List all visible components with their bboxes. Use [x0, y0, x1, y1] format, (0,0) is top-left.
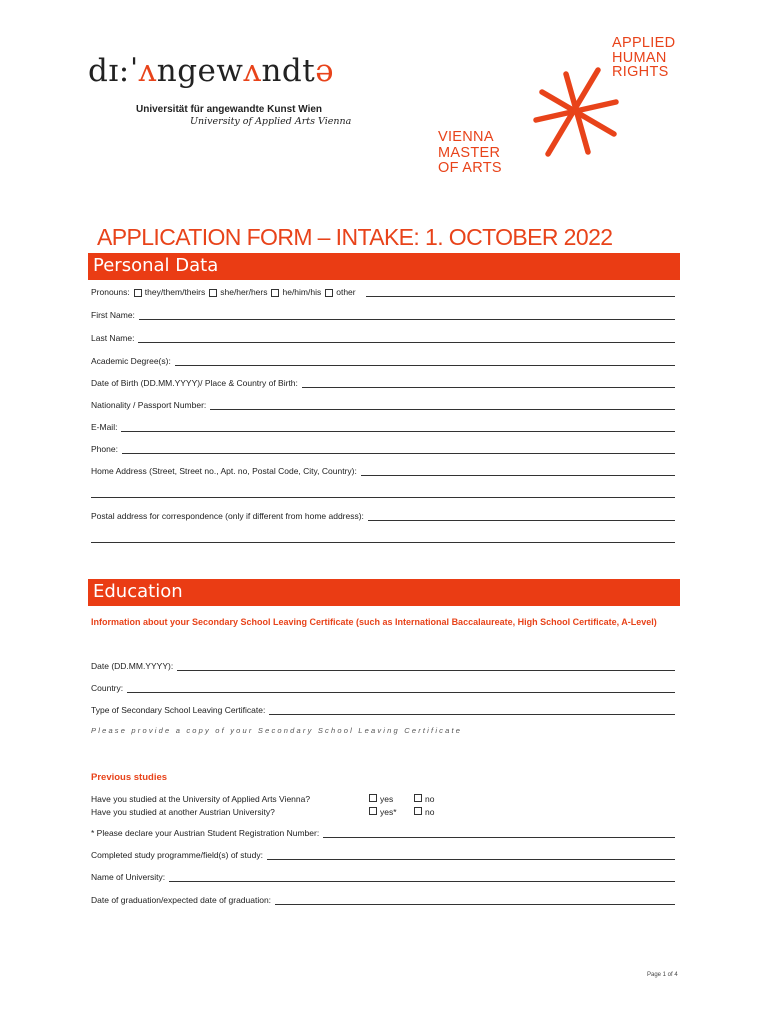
degree-field[interactable] [175, 356, 675, 366]
certificate-date-field[interactable] [177, 661, 675, 671]
certificate-note: Please provide a copy of your Secondary School Leaving Certificate [91, 726, 463, 735]
nationality-row [91, 400, 675, 410]
programme-row [91, 850, 675, 860]
graduation-row [91, 895, 675, 905]
nationality-label: Nationality / Passport Number: [91, 400, 207, 410]
degree-label: Academic Degree(s): [91, 356, 171, 366]
pronoun-checkbox[interactable] [271, 289, 279, 297]
university-name-field[interactable] [169, 872, 675, 882]
certificate-country-field[interactable] [127, 683, 675, 693]
last-name-label: Last Name: [91, 333, 135, 343]
nationality-field[interactable] [210, 400, 675, 410]
home-address-row [91, 466, 675, 476]
q2-yes-label: yes* [380, 807, 397, 817]
degree-row [91, 356, 675, 366]
last-name-row [91, 333, 675, 343]
university-name-row [91, 872, 675, 882]
program-logo-top-text: APPLIED HUMAN RIGHTS [612, 35, 676, 80]
certificate-type-label: Type of Secondary School Leaving Certificate: [91, 705, 266, 715]
phone-field[interactable] [122, 444, 675, 454]
dob-label: Date of Birth (DD.MM.YYYY)/ Place & Country of Birth: [91, 378, 298, 388]
certificate-type-row [91, 705, 675, 715]
email-label: E-Mail: [91, 422, 118, 432]
last-name-field[interactable] [138, 333, 675, 343]
email-row [91, 422, 675, 432]
university-name-english: University of Applied Arts Vienna [190, 116, 352, 127]
certificate-country-row [91, 683, 675, 693]
personal-data-section-header [88, 253, 680, 280]
dob-row [91, 378, 675, 388]
email-field[interactable] [121, 422, 675, 432]
postal-address-field[interactable] [368, 511, 675, 521]
graduation-label: Date of graduation/expected date of graduation: [91, 895, 272, 905]
programme-label: Completed study programme/field(s) of study: [91, 850, 263, 860]
education-section-header [88, 579, 680, 606]
university-logo-wordmark: dɪ:ˈʌngewʌndtə [88, 53, 335, 89]
certificate-date-label: Date (DD.MM.YYYY): [91, 661, 174, 671]
pronouns-label: Pronouns: [91, 287, 130, 297]
university-name-german: Universität für angewandte Kunst Wien [136, 104, 323, 115]
certificate-date-row [91, 661, 675, 671]
postal-address-label: Postal address for correspondence (only if different from home address): [91, 511, 364, 521]
question-applied-arts: Have you studied at the University of Applied Arts Vienna? [91, 794, 311, 804]
registration-row [91, 828, 675, 838]
q1-no-label: no [425, 794, 435, 804]
certificate-type-field[interactable] [269, 705, 675, 715]
pronoun-other-field[interactable] [366, 287, 675, 297]
q1-yes-label: yes [380, 794, 394, 804]
programme-field[interactable] [267, 850, 675, 860]
phone-row [91, 444, 675, 454]
graduation-field[interactable] [275, 895, 675, 905]
certificate-country-label: Country: [91, 683, 124, 693]
home-address-continuation-field[interactable] [91, 497, 675, 498]
registration-label: * Please declare your Austrian Student Registration Number: [91, 828, 320, 838]
first-name-row [91, 310, 675, 320]
q1-no-checkbox[interactable] [414, 794, 422, 802]
q2-yes-checkbox[interactable] [369, 807, 377, 815]
phone-label: Phone: [91, 444, 118, 454]
postal-address-row [91, 511, 675, 521]
q2-no-checkbox[interactable] [414, 807, 422, 815]
q2-no-label: no [425, 807, 435, 817]
pronouns-row: Pronouns: they/them/theirs she/her/hers he/him/his other [91, 287, 675, 297]
program-logo-star-icon [522, 62, 622, 162]
first-name-field[interactable] [139, 310, 675, 320]
education-intro-text: Information about your Secondary School Leaving Certificate (such as International Baccalaureate, High School Certificate, A-Level) [91, 617, 657, 627]
dob-field[interactable] [302, 378, 675, 388]
pronoun-checkbox[interactable] [209, 289, 217, 297]
university-name-label: Name of University: [91, 872, 166, 882]
postal-address-continuation-field[interactable] [91, 542, 675, 543]
program-logo-bottom-text: VIENNA MASTER OF ARTS [438, 129, 502, 176]
pronoun-checkbox[interactable] [325, 289, 333, 297]
registration-field[interactable] [323, 828, 675, 838]
question-austrian-university: Have you studied at another Austrian University? [91, 807, 275, 817]
section-heading: Personal Data [93, 255, 219, 276]
section-heading: Education [93, 581, 183, 602]
page-title: APPLICATION FORM – INTAKE: 1. OCTOBER 2022 [97, 224, 613, 250]
page-number: Page 1 of 4 [647, 972, 678, 978]
previous-studies-heading: Previous studies [91, 772, 168, 783]
q1-yes-checkbox[interactable] [369, 794, 377, 802]
home-address-label: Home Address (Street, Street no., Apt. no, Postal Code, City, Country): [91, 466, 357, 476]
home-address-field[interactable] [361, 466, 675, 476]
first-name-label: First Name: [91, 310, 135, 320]
pronoun-checkbox[interactable] [134, 289, 142, 297]
